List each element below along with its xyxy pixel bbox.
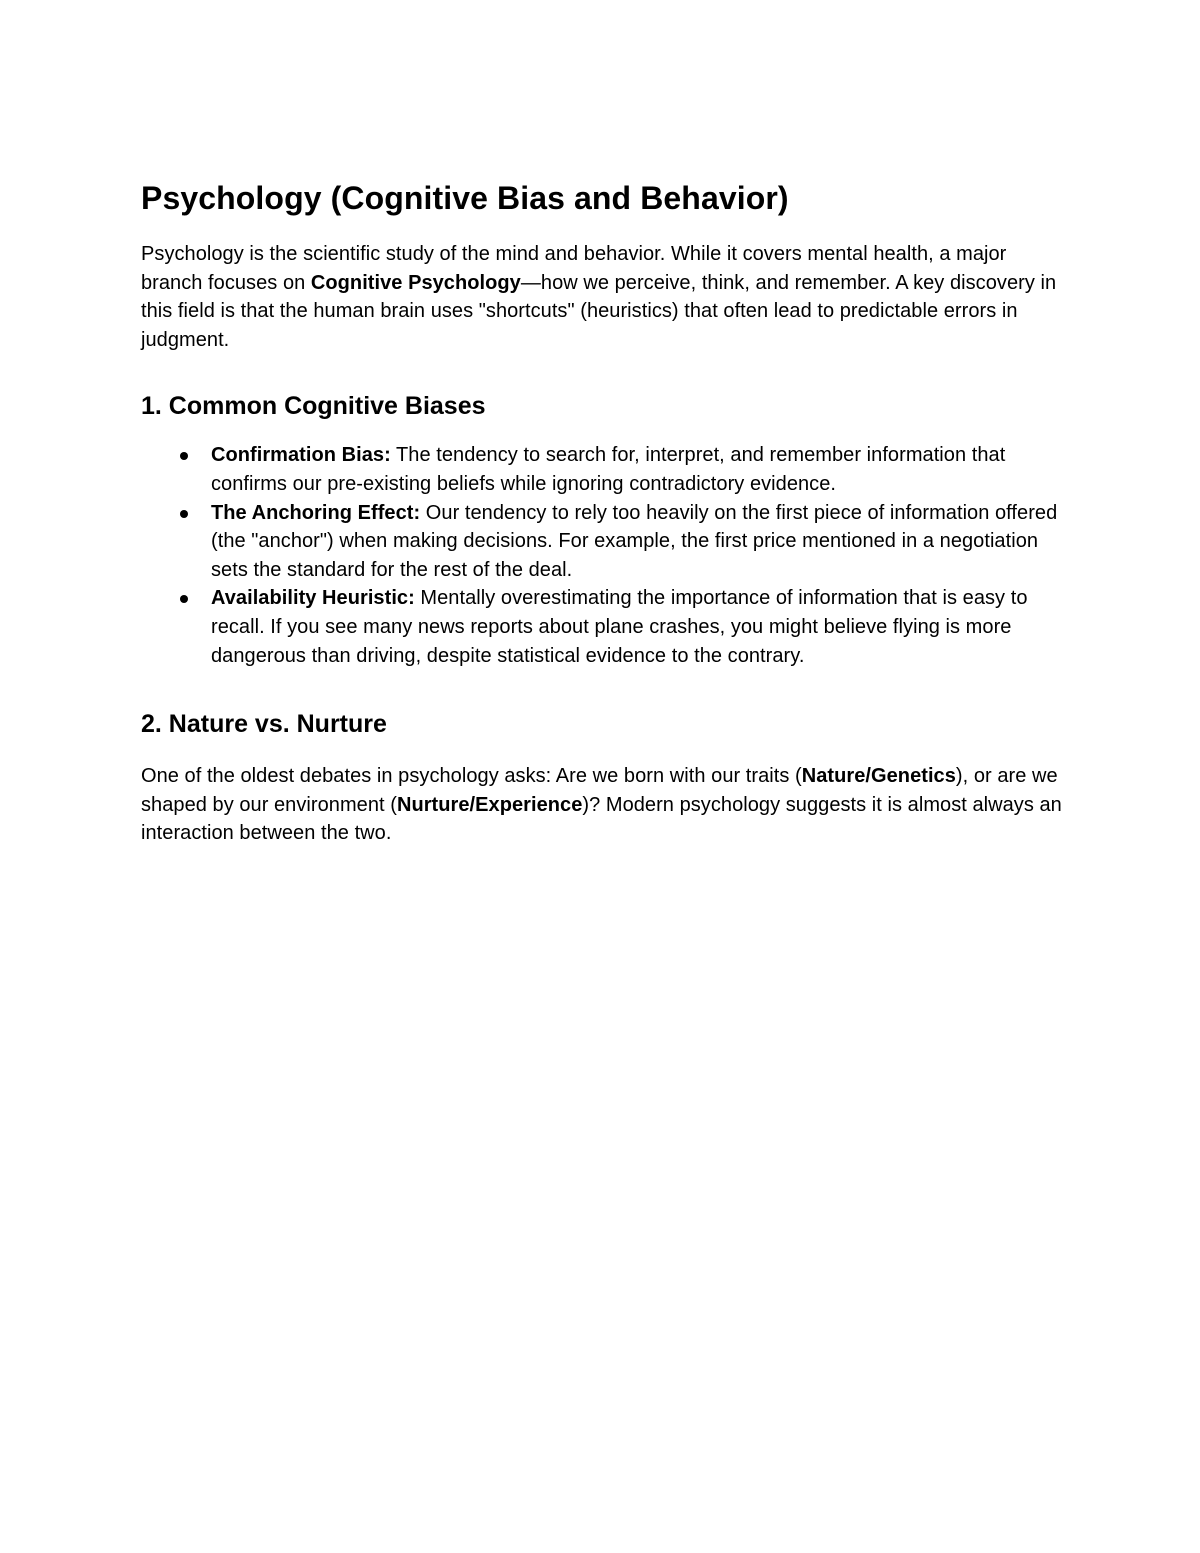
list-item [141,584,1071,670]
bullet-icon [180,452,188,460]
bullet-icon [180,595,188,603]
nature-nurture-paragraph [141,762,1071,848]
section-heading-nature-nurture: 2. Nature vs. Nurture [141,710,387,739]
intro-paragraph [141,240,1071,354]
bullet-icon [180,510,188,518]
nurture-bold-term: Nurture/Experience [396,793,583,816]
bias-description: Mentally overestimating the importance of information that is easy to recall. If you see many news reports about plane crashes, you might believe flying is more dangerous than driving, despite statistical evidence to the contrary. [211,587,1028,667]
intro-text-start: Psychology is the scientific study of the mind and behavior. While it covers mental health, a major branch focuses on [141,243,1007,294]
document-title: Psychology (Cognitive Bias and Behavior) [141,180,789,216]
nature-bold-term: Nature/Genetics [801,765,956,788]
nature-text-1: One of the oldest debates in psychology asks: Are we born with our traits ( [141,765,802,788]
list-item [141,441,1071,498]
nature-text-2: ), or are we shaped by our environment ( [141,765,1058,816]
bias-list [141,441,1071,670]
bias-description: The tendency to search for, interpret, and remember information that confirms our pre-existing beliefs while ignoring contradictory evidence. [211,444,1006,495]
bias-description: Our tendency to rely too heavily on the first piece of information offered (the "anchor") when making decisions. For example, the first price mentioned in a negotiation sets the standard for the rest of the deal. [211,501,1058,581]
bias-term: Confirmation Bias: [211,444,391,467]
bias-term: Availability Heuristic: [211,587,415,610]
document-page [141,178,1071,848]
bias-term: The Anchoring Effect: [211,501,421,524]
nature-text-3: )? Modern psychology suggests it is almost always an interaction between the two. [141,793,1062,845]
intro-text-end: —how we perceive, think, and remember. A key discovery in this field is that the human brain uses "shortcuts" (heuristics) that often lead to predictable errors in judgment. [141,271,1057,351]
intro-bold-term: Cognitive Psychology [310,271,521,294]
list-item [141,499,1071,585]
section-heading-biases: 1. Common Cognitive Biases [141,392,486,421]
